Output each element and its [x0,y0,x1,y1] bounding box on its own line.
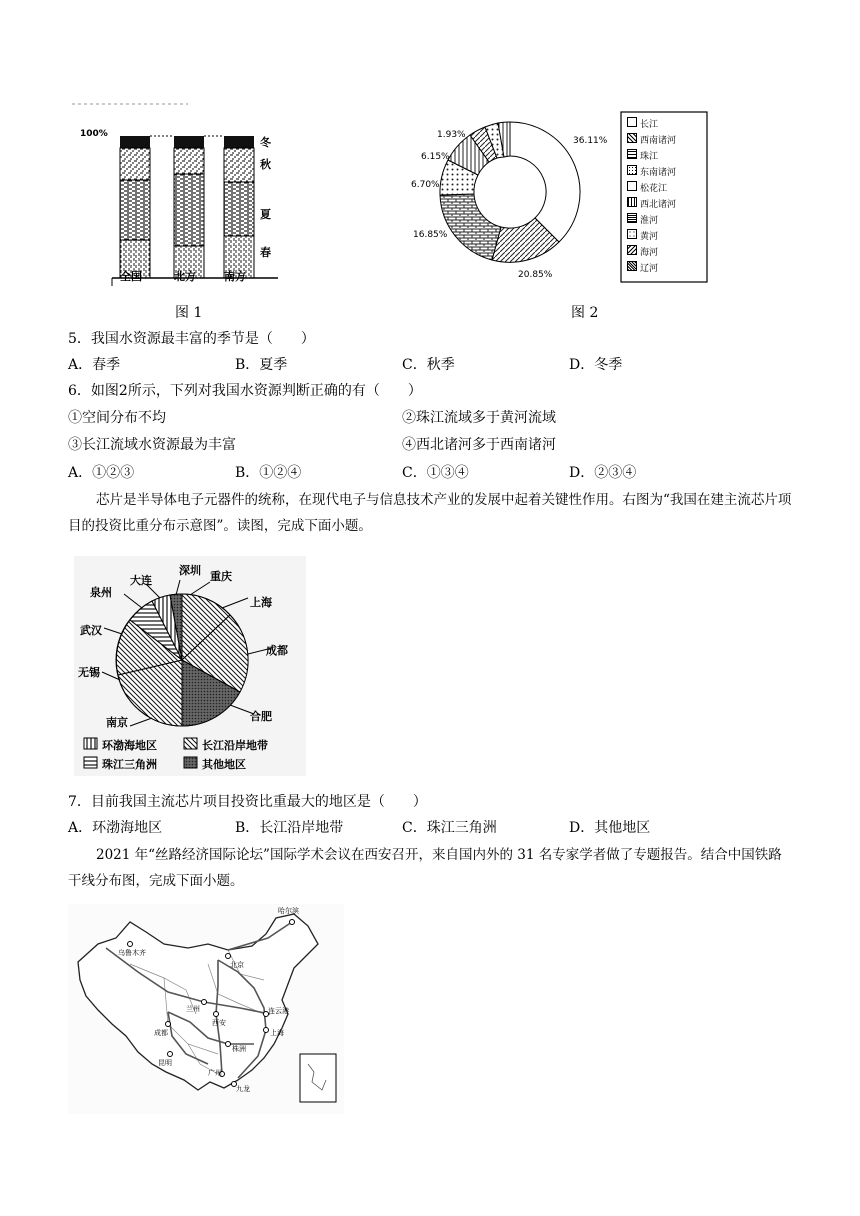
figure-1-caption: 图 1 [175,305,203,321]
q7-option-c[interactable]: C．珠江三角洲 [402,820,497,836]
slice-label-4: 16.85% [413,230,448,240]
city-label-chengdu: 成都 [266,644,288,657]
figure-2 [405,110,710,288]
chip-intro-paragraph: 芯片是半导体电子元器件的统称，在现代电子与信息技术产业的发展中起着关键性作用。右图为“我国在建主流芯片项目的投资比重分布示意图”。读图，完成下面小题。 [68,492,792,534]
figure-2-caption: 图 2 [571,305,599,321]
city-label-wuhan: 武汉 [80,624,102,637]
legend-prd: 珠江三角洲 [102,758,157,771]
slice-label-3: 6.70% [411,180,440,190]
season-label-winter: 冬 [260,136,271,149]
map-city-chengdu: 成都 [154,1029,168,1037]
legend-item: 西南诸河 [640,136,677,146]
q6-option-b[interactable]: B．①②④ [235,465,302,481]
bar-label-national: 全国 [120,270,142,283]
city-label-quanzhou: 泉州 [90,586,112,599]
season-label-summer: 夏 [260,208,271,221]
map-city-shanghai: 上海 [270,1029,284,1037]
q5-option-d[interactable]: D．冬季 [569,357,623,373]
railway-map-graphic [68,904,344,1114]
season-label-autumn: 秋 [260,158,271,171]
city-label-hefei: 合肥 [250,710,272,723]
city-label-nanjing: 南京 [106,716,128,729]
q7-option-b[interactable]: B．长江沿岸地带 [235,820,344,836]
figure-1 [68,98,298,288]
figure-2-legend [627,117,707,277]
legend-item: 珠江 [640,152,659,162]
q6-statement-3: ③长江流域水资源最为丰富 [68,437,236,453]
legend-item: 长江 [640,120,659,130]
legend-other: 其他地区 [202,758,246,771]
legend-item: 淮河 [640,216,659,226]
silk-intro-paragraph: 2021 年“丝路经济国际论坛”国际学术会议在西安召开，来自国内外的 31 名专家学者做了专题报告。结合中国铁路干线分布图，完成下面小题。 [68,847,782,889]
legend-item: 海河 [640,248,659,258]
city-label-chongqing: 重庆 [210,570,232,583]
city-label-dalian: 大连 [130,574,152,587]
slice-label-2: 6.15% [421,152,450,162]
q7-option-d[interactable]: D．其他地区 [569,820,651,836]
q6-stem: 6．如图2所示，下列对我国水资源判断正确的有（ ） [68,383,422,399]
map-city-harbin: 哈尔滨 [278,907,299,915]
bar-south [224,136,254,278]
season-label-spring: 春 [260,246,271,259]
q6-option-c[interactable]: C．①③④ [402,465,469,481]
map-city-lianyungang: 连云港 [268,1007,289,1015]
bar-north [174,136,204,278]
map-city-lanzhou: 兰州 [186,1005,200,1013]
map-city-kowloon: 九龙 [236,1085,250,1093]
q6-statement-2: ②珠江流域多于黄河流域 [402,410,556,426]
q7-stem: 7．目前我国主流芯片项目投资比重最大的地区是（ ） [68,794,427,810]
legend-bohai: 环渤海地区 [102,739,157,752]
q6-statement-4: ④西北诸河多于西南诸河 [402,437,556,453]
map-city-xian: 西安 [212,1019,226,1027]
legend-item: 东南诸河 [640,168,677,178]
bar-national [120,136,150,278]
legend-item: 松花江 [640,184,668,194]
figure-3 [74,556,306,776]
map-city-zhuzhou: 株洲 [232,1045,246,1053]
q6-option-d[interactable]: D．②③④ [569,465,637,481]
top-percent-label: 100% [80,129,108,139]
city-label-wuxi: 无锡 [78,666,100,679]
slice-label-5: 20.85% [518,270,553,280]
map-city-beijing: 北京 [230,961,244,969]
map-city-urumqi: 乌鲁木齐 [118,949,146,957]
q7-option-a[interactable]: A．环渤海地区 [68,820,163,836]
legend-item: 黄河 [640,232,659,242]
slice-label-1: 1.93% [437,130,466,140]
bar-label-south: 南方 [224,270,246,283]
q5-option-c[interactable]: C．秋季 [402,357,455,373]
city-label-shenzhen: 深圳 [179,564,201,577]
legend-item: 辽河 [640,264,659,274]
city-label-shanghai: 上海 [250,596,272,609]
slice-label-6: 36.11% [573,136,608,146]
map-city-guangzhou: 广州 [208,1069,222,1077]
q6-option-a[interactable]: A．①②③ [68,465,135,481]
legend-item: 西北诸河 [640,200,677,210]
bar-label-north: 北方 [174,270,196,283]
map-city-kunming: 昆明 [158,1059,172,1067]
q5-option-b[interactable]: B．夏季 [235,357,288,373]
q5-stem: 5．我国水资源最丰富的季节是（ ） [68,331,315,347]
legend-yangtze: 长江沿岸地带 [202,739,268,752]
q6-statement-1: ①空间分布不均 [68,410,166,426]
railway-map [68,904,344,1114]
q5-option-a[interactable]: A．春季 [68,357,121,373]
